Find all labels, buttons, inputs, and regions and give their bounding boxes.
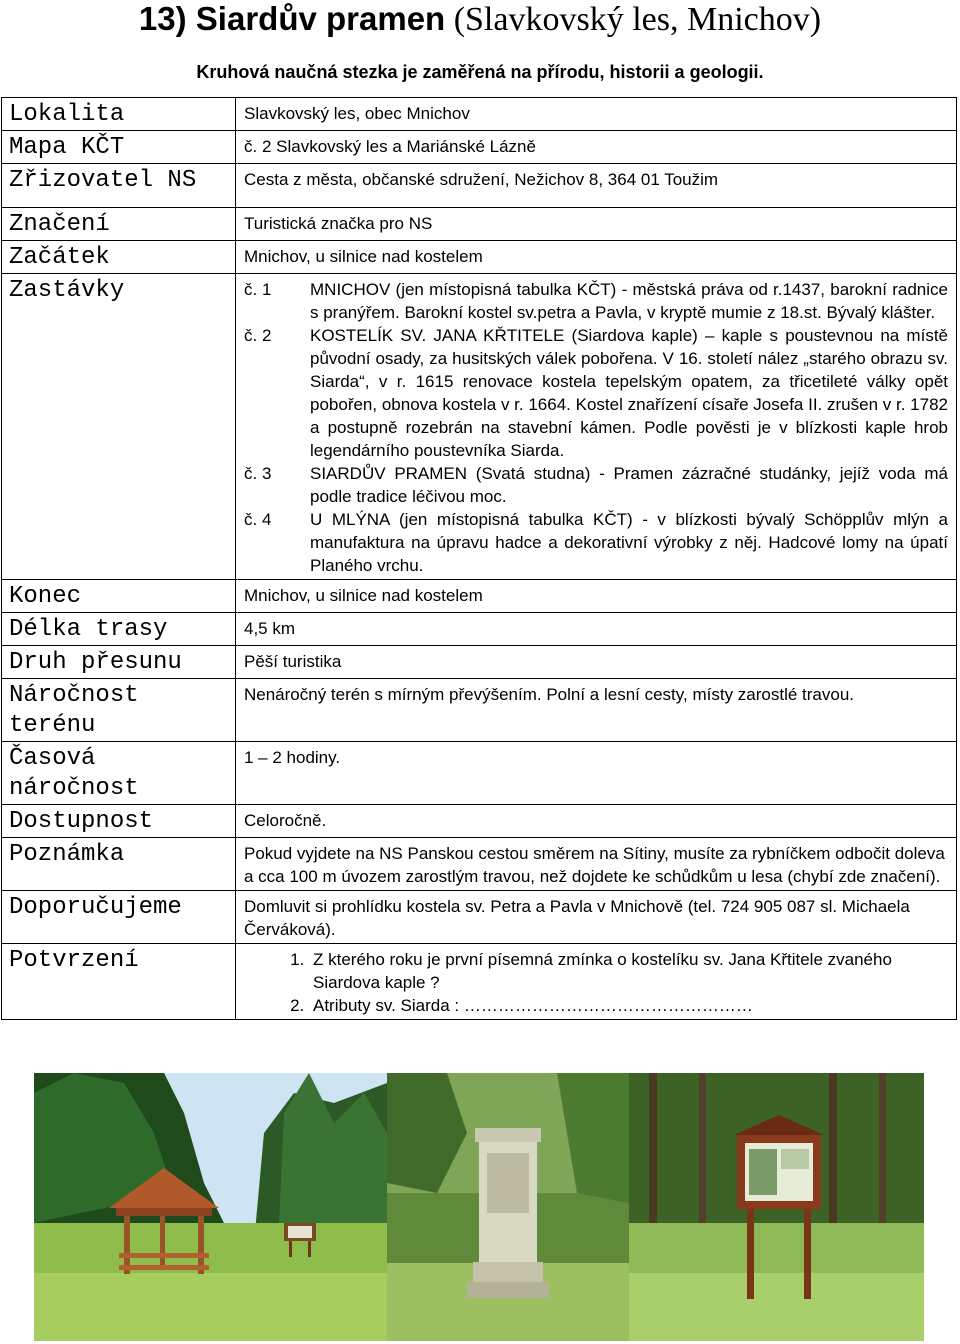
stop-item (244, 324, 948, 462)
row-mapa (2, 131, 957, 164)
label-dostupnost: Dostupnost (2, 805, 236, 838)
value-dostupnost: Celoročně. (236, 805, 957, 838)
label-mapa: Mapa KČT (2, 131, 236, 164)
value-zacatek: Mnichov, u silnice nad kostelem (236, 241, 957, 274)
label-zrizovatel: Zřizovatel NS (2, 164, 236, 208)
page-title (0, 0, 960, 42)
stop-description: (jen místopisná tabulka KČT) - městská práva od r.1437, barokní radnice s pranýřem. Barokní kostel sv.petra a Pavla, v kryptě mumie z 18.st. Bývalý klášter. (310, 280, 948, 322)
stop-number: č. 1 (244, 280, 272, 299)
row-znaceni (2, 208, 957, 241)
question-item: 1. Z kterého roku je první písemná zmínka o kostelíku sv. Jana Křtitele zvaného Siardova kaple ? (309, 948, 948, 994)
label-narocnost: Náročnost terénu (2, 679, 236, 742)
label-delka: Délka trasy (2, 613, 236, 646)
photo-strip (34, 1073, 924, 1341)
value-casova: 1 – 2 hodiny. (236, 742, 957, 805)
stop-name: SIARDŮV PRAMEN (310, 464, 468, 483)
title-main: 13) Siardův pramen (138, 0, 446, 37)
label-zacatek: Začátek (2, 241, 236, 274)
row-casova (2, 742, 957, 805)
row-zastavky (2, 274, 957, 580)
label-lokalita: Lokalita (2, 98, 236, 131)
stop-description: – kaple s poustevnou na místě původní osady, za husitských válek pobořena. V 16. století nález „starého obrazu sv. Siarda“, v r. 1615 renovace kostela tepelským opatem, za třicetileté války opět pobořen, obnova kostela v r. 1664. Kostel znařízení císaře Josefa II. zrušen v r. 1782 a postupně rozebrán na stavební kámen. Podle pověsti je v blízkosti kaple hrob legendárního poustevníka Siarda. (310, 326, 948, 460)
stop-item (244, 462, 948, 508)
label-poznamka: Poznámka (2, 838, 236, 891)
row-konec (2, 580, 957, 613)
row-doporucujeme (2, 891, 957, 944)
subtitle: Kruhová naučná stezka je zaměřená na přírodu, historii a geologii. (196, 62, 764, 82)
label-zastavky: Zastávky (2, 274, 236, 580)
row-druh (2, 646, 957, 679)
row-zrizovatel (2, 164, 957, 208)
value-delka: 4,5 km (236, 613, 957, 646)
row-lokalita (2, 98, 957, 131)
question-item: 2. Atributy sv. Siarda : …………………………………………… (309, 994, 948, 1017)
value-mapa: č. 2 Slavkovský les a Mariánské Lázně (236, 131, 957, 164)
stop-description: (jen místopisná tabulka KČT) - v blízkosti bývalý Schöpplův mlýn a manufaktura na úpravu hadce a dekorativní výrobky z něj. Hadcové lomy na úpatí Planého vrchu. (310, 510, 948, 575)
row-zacatek (2, 241, 957, 274)
title-location: (Slavkovský les, Mnichov) (445, 1, 822, 38)
row-delka (2, 613, 957, 646)
value-doporucujeme: Domluvit si prohlídku kostela sv. Petra a Pavla v Mnichově (tel. 724 905 087 sl. Michaela Červáková). (236, 891, 957, 944)
info-table (1, 97, 957, 1020)
value-narocnost: Nenáročný terén s mírným převýšením. Polní a lesní cesty, místy zarostlé travou. (236, 679, 957, 742)
label-casova: Časová náročnost (2, 742, 236, 805)
stone-monument-photo (387, 1073, 629, 1341)
stop-name: MNICHOV (310, 280, 391, 299)
value-zastavky (236, 274, 957, 580)
stop-item (244, 508, 948, 577)
label-konec: Konec (2, 580, 236, 613)
info-board-forest-photo (629, 1073, 924, 1341)
value-poznamka: Pokud vyjdete na NS Panskou cestou směrem na Sítiny, musíte za rybníčkem odbočit doleva a cca 100 m úvozem zarostlým travou, než dojdete ke schůdkům u lesa (chybí zde značení). (236, 838, 957, 891)
stop-number: č. 3 (244, 464, 272, 483)
question-list (244, 948, 948, 1017)
stop-number: č. 4 (244, 510, 272, 529)
value-zrizovatel: Cesta z města, občanské sdružení, Nežichov 8, 364 01 Toužim (236, 164, 957, 208)
row-dostupnost (2, 805, 957, 838)
stop-description: (Svatá studna) - Pramen zázračné studánky, jejíž voda má podle tradice léčivou moc. (310, 464, 948, 506)
value-znaceni: Turistická značka pro NS (236, 208, 957, 241)
row-poznamka (2, 838, 957, 891)
value-druh: Pěší turistika (236, 646, 957, 679)
label-potvrzeni: Potvrzení (2, 944, 236, 1020)
value-konec: Mnichov, u silnice nad kostelem (236, 580, 957, 613)
row-narocnost (2, 679, 957, 742)
label-druh: Druh přesunu (2, 646, 236, 679)
stop-name: KOSTELÍK SV. JANA KŘTITELE (Siardova kaple) (310, 326, 698, 345)
stop-number: č. 2 (244, 326, 272, 345)
label-znaceni: Značení (2, 208, 236, 241)
value-lokalita: Slavkovský les, obec Mnichov (236, 98, 957, 131)
stop-name: U MLÝNA (310, 510, 390, 529)
stop-item (244, 278, 948, 324)
row-potvrzeni (2, 944, 957, 1020)
gazebo-meadow-photo (34, 1073, 387, 1341)
value-potvrzeni (236, 944, 957, 1020)
label-doporucujeme: Doporučujeme (2, 891, 236, 944)
